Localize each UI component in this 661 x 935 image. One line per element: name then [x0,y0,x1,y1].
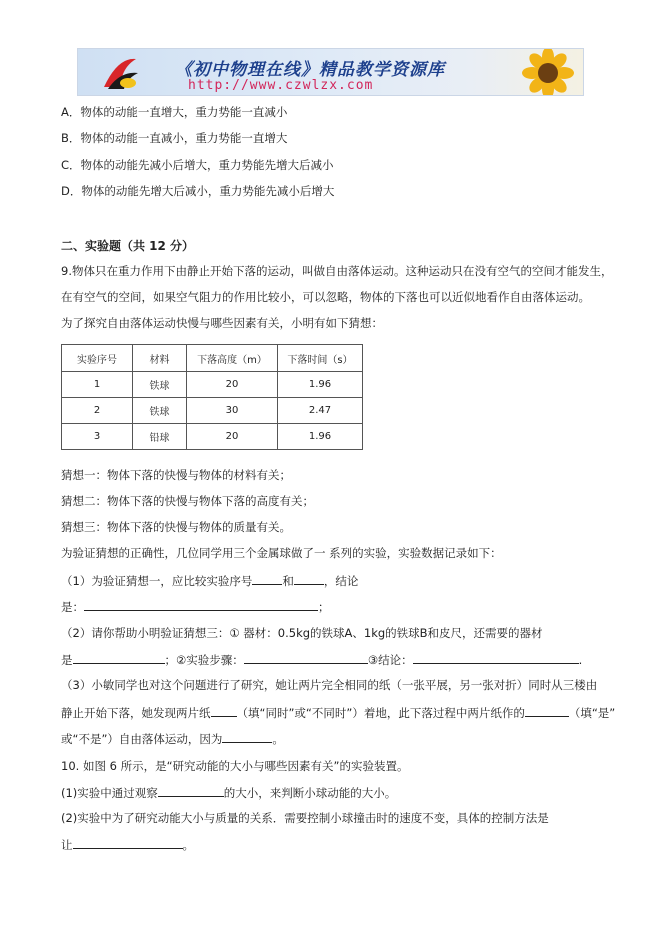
table-cell: 30 [187,398,278,424]
answer-blank-3a[interactable] [211,704,237,717]
q9-part-3-end: 。 [272,732,284,746]
q9-part-2-steps: ；②实验步骤： [164,653,244,667]
q9-part-1-answer [61,598,330,615]
q9-intro-line-3: 为了探究自由落体运动快慢与哪些因素有关，小明有如下猜想： [61,316,383,330]
q9-part-3-text-c: （填“是” [568,706,616,720]
table-cell: 1.96 [278,372,363,398]
guess-3: 猜想三：物体下落的快慢与物体的质量有关。 [61,520,291,534]
q9-part-1-answer-label: 是： [61,600,84,614]
table-cell: 1.96 [278,424,363,450]
q9-part-2: （2）请你帮助小明验证猜想三：① 器材：0.5kg的铁球A、1kg的铁球B和皮尺，还需要的器材 [61,626,543,640]
q9-part-1-end: ； [318,600,330,614]
q9-part-2-end: . [578,653,583,667]
q9-part-3-line-3 [61,730,284,747]
q9-part-1-and: 和 [282,574,294,588]
banner-url[interactable]: http://www.czwlzx.com [188,78,374,93]
table-cell: 3 [62,424,133,450]
section-heading: 二、实验题（共 12 分） [61,239,195,253]
table-cell: 1 [62,372,133,398]
answer-blank-2a[interactable] [73,651,165,664]
table-cell: 铁球 [133,398,187,424]
table-cell: 铁球 [133,372,187,398]
table-row [62,398,363,424]
q9-part-2-conclusion: ③结论： [367,653,413,667]
q9-part-3-line-2 [61,704,615,721]
answer-blank-3c[interactable] [222,730,272,743]
q10-sub-3 [61,836,194,853]
q9-part-2-answer [61,651,582,668]
sunflower-icon [513,49,583,96]
table-row [62,424,363,450]
q9-intro-line-2: 在有空气的空间，如果空气阻力的作用比较小，可以忽略，物体的下落也可以近似地看作自由落体运动。 [61,290,590,304]
answer-blank-1b[interactable] [294,572,324,585]
verify-text: 为验证猜想的正确性，几位同学用三个金属球做了一 系列的实验，实验数据记录如下： [61,546,502,560]
answer-blank-2b[interactable] [244,651,368,664]
q10-sub-3-text: 让 [61,838,73,852]
site-logo-icon [98,53,142,93]
q10-sub-3-end: 。 [182,838,194,852]
table-header-cell: 材料 [133,345,187,372]
answer-blank-10b[interactable] [73,836,183,849]
q9-part-3-text-d: 或“不是”）自由落体运动，因为 [61,732,223,746]
q10-sub-1-text: (1)实验中通过观察 [61,786,158,800]
q10-stem: 10. 如图 6 所示，是“研究动能的大小与哪些因素有关”的实验装置。 [61,759,409,773]
q9-part-3-text-a: 静止开始下落，她发现两片纸 [61,706,211,720]
answer-blank-2c[interactable] [413,651,579,664]
q9-part-1 [61,572,358,589]
table-cell: 铅球 [133,424,187,450]
q10-sub-1 [61,784,396,801]
option-a: A．物体的动能一直增大，重力势能一直减小 [61,105,288,119]
guess-2: 猜想二：物体下落的快慢与物体下落的高度有关； [61,494,314,508]
q9-intro-line-1: 9.物体只在重力作用下由静止开始下落的运动，叫做自由落体运动。这种运动只在没有空气的空间才能发生， [61,264,613,278]
header-banner [77,48,584,96]
table-header-row [62,345,363,372]
answer-blank-3b[interactable] [525,704,569,717]
table-cell: 20 [187,372,278,398]
answer-blank-1a[interactable] [252,572,282,585]
table-cell: 2.47 [278,398,363,424]
table-header-cell: 下落高度（m） [187,345,278,372]
q10-sub-1-end: 的大小，来判断小球动能的大小。 [223,786,397,800]
table-header-cell: 下落时间（s） [278,345,363,372]
option-d: D．物体的动能先增大后减小，重力势能先减小后增大 [61,184,335,198]
table-cell: 2 [62,398,133,424]
answer-blank-1c[interactable] [84,598,318,611]
q10-sub-2: (2)实验中为了研究动能大小与质量的关系．需要控制小球撞击时的速度不变，具体的控制方法是 [61,811,549,825]
table-cell: 20 [187,424,278,450]
table-row [62,372,363,398]
option-c: C．物体的动能先减小后增大，重力势能先增大后减小 [61,158,334,172]
guess-1: 猜想一：物体下落的快慢与物体的材料有关； [61,468,291,482]
q9-part-3: （3）小敏同学也对这个问题进行了研究，她让两片完全相同的纸（一张平展，另一张对折）同时从三楼由 [61,678,598,692]
q9-part-1-text: （1）为验证猜想一，应比较实验序号 [61,574,253,588]
answer-blank-10a[interactable] [158,784,224,797]
table-header-cell: 实验序号 [62,345,133,372]
q9-part-3-text-b: （填“同时”或“不同时”）着地，此下落过程中两片纸作的 [236,706,525,720]
option-b: B．物体的动能一直减小，重力势能一直增大 [61,131,288,145]
q9-part-2-label: 是 [61,653,73,667]
banner-title: 《初中物理在线》精品教学资源库 [175,60,445,80]
q9-part-1-conclusion: ，结论 [323,574,359,588]
experiment-table [61,344,363,450]
